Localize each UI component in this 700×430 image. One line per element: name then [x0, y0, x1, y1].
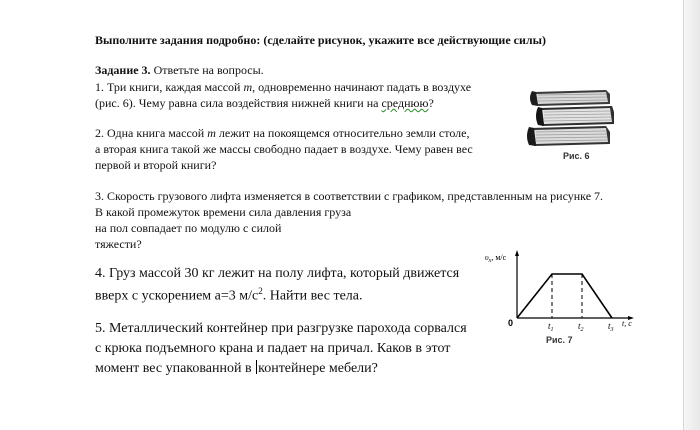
q5-line3	[95, 360, 378, 377]
q2-line1	[95, 126, 469, 141]
velocity-line	[517, 274, 612, 318]
q4-line2-a: вверх с ускорением а=3 м/с	[95, 288, 259, 304]
q1-line2-underlined: среднюю	[381, 96, 429, 110]
fig7-caption: Рис. 7	[546, 335, 573, 345]
q2-line3: первой и второй книги?	[95, 158, 217, 172]
q1-text-a: 1. Три книги, каждая массой	[95, 80, 244, 94]
q4-sup: 2	[258, 286, 263, 296]
q4-line2-b: . Найти вес тела.	[262, 288, 363, 304]
q5-line3-a: момент вес упакованной в	[95, 361, 256, 376]
middle-book	[536, 106, 614, 126]
task-intro: Ответьте на вопросы.	[150, 63, 264, 77]
q3-line4: тяжести?	[95, 237, 142, 251]
t2-label: $t_2$	[578, 321, 584, 333]
origin-label: 0	[508, 318, 514, 328]
q1-line2-b: ?	[428, 96, 434, 110]
q4-line2	[95, 286, 362, 305]
q5-line3-b: контейнере мебели?	[258, 361, 378, 376]
q5-line1: 5. Металлический контейнер при разгрузке парохода сорвался	[95, 321, 467, 336]
t3-label: $t_3$	[608, 321, 614, 333]
q3-line2: В какой промежуток времени сила давления груза	[95, 205, 352, 219]
q2-text-b: лежит на покоящемся относительно земли столе,	[215, 126, 470, 140]
q1-line2-a: (рис. 6). Чему равна сила воздействия нижней книги на	[95, 96, 382, 110]
y-axis-arrow	[515, 250, 519, 256]
q1-line1	[95, 80, 471, 95]
velocity-graph	[480, 246, 670, 346]
q3-line1: 3. Скорость грузового лифта изменяется в соответствии с графиком, представленным на рисунке 7.	[95, 189, 604, 203]
books-stack-figure	[526, 86, 616, 148]
t1-label: $t_1$	[548, 321, 554, 333]
x-axis-label: t, с	[622, 319, 632, 328]
window-scrollbar[interactable]	[683, 0, 700, 430]
q1-line2	[95, 96, 434, 111]
fig6-caption: Рис. 6	[563, 151, 590, 161]
task-title: Задание 3.	[95, 63, 151, 77]
q5-line2: с крюка подъемного крана и падает на причал. Каков в этот	[95, 341, 451, 356]
q1-text-b: , одновременно начинают падать в воздухе	[252, 80, 472, 94]
q2-text-a: 2. Одна книга массой	[95, 126, 208, 140]
q4-line1: 4. Груз массой 30 кг лежит на полу лифта, который движется	[95, 266, 460, 281]
task-title-line	[95, 63, 264, 78]
y-axis-label: $\upsilon_x$, м/с	[485, 253, 507, 264]
text-cursor	[256, 360, 257, 374]
q1-m: m	[243, 80, 253, 94]
bottom-book	[527, 126, 610, 146]
q2-line2: а вторая книга такой же массы свободно падает в воздухе. Чему равен вес	[95, 142, 473, 156]
q2-m: m	[207, 126, 216, 140]
top-book	[530, 90, 610, 106]
header: Выполните задания подробно: (сделайте рисунок, укажите все действующие силы)	[95, 33, 546, 47]
q3-line3: на пол совпадает по модулю с силой	[95, 221, 282, 235]
